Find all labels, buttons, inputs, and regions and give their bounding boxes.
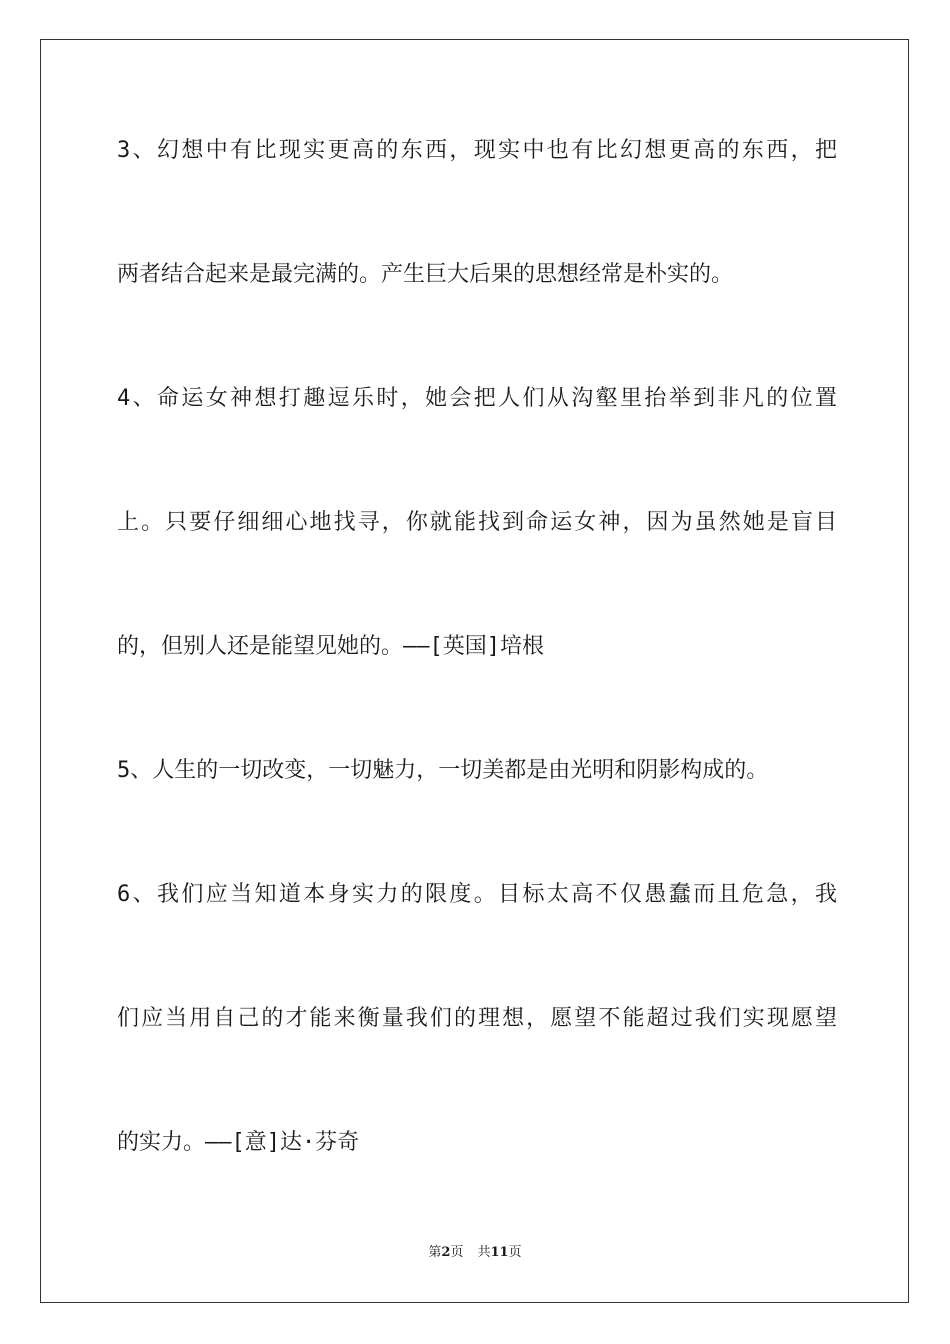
text-line: 上。只要仔细细心地找寻，你就能找到命运女神，因为虽然她是盲目 — [117, 510, 837, 535]
text-line: 6、我们应当知道本身实力的限度。目标太高不仅愚蠢而且危急，我 — [117, 882, 837, 907]
text-line: 4、命运女神想打趣逗乐时，她会把人们从沟壑里抬举到非凡的位置 — [117, 386, 837, 411]
text-line: 3、幻想中有比现实更高的东西，现实中也有比幻想更高的东西，把 — [117, 138, 837, 163]
text-line: 5、人生的一切改变，一切魅力，一切美都是由光明和阴影构成的。 — [117, 758, 769, 783]
text-line: 的实力。——[意]达·芬奇 — [117, 1130, 360, 1155]
page-footer — [0, 1244, 950, 1262]
text-line: 两者结合起来是最完满的。产生巨大后果的思想经常是朴实的。 — [117, 262, 734, 287]
page-number: 第2页 — [428, 1245, 464, 1260]
text-line: 们应当用自己的才能来衡量我们的理想，愿望不能超过我们实现愿望 — [117, 1006, 837, 1031]
page-border — [40, 39, 909, 1303]
total-pages: 共11页 — [477, 1245, 522, 1260]
text-line: 的，但别人还是能望见她的。——[英国]培根 — [117, 634, 544, 659]
